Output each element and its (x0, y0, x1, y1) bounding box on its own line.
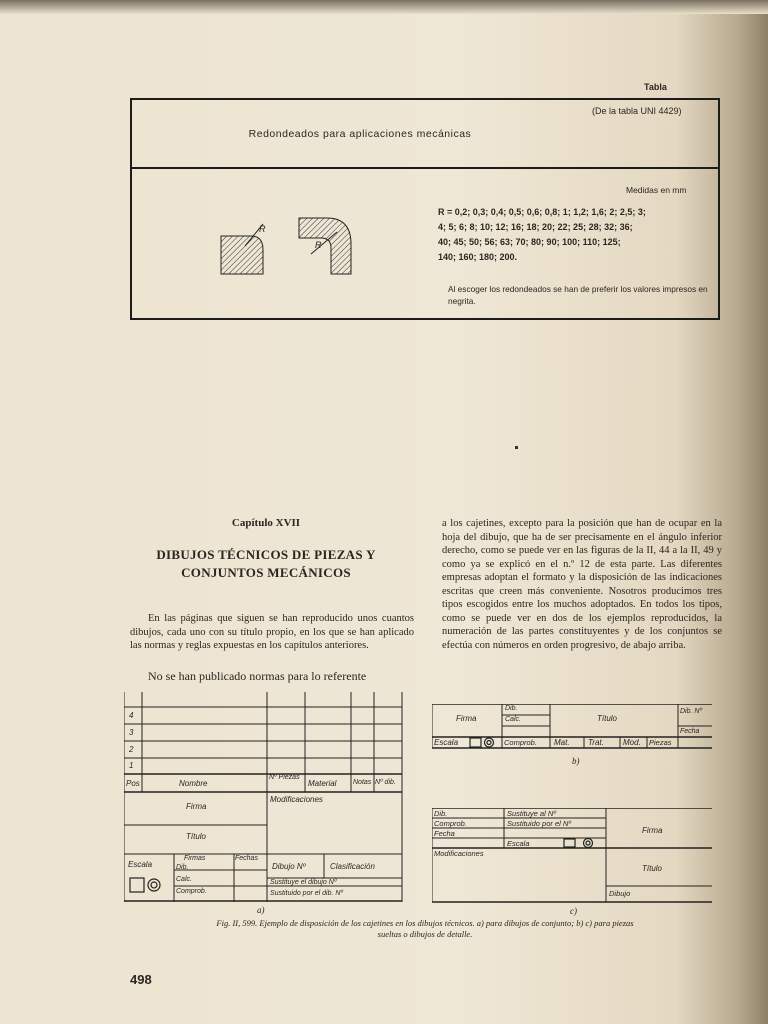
radius-values (438, 205, 718, 265)
concave-fillet-shape (221, 236, 263, 274)
chapter-title (130, 546, 402, 582)
fecha-label: Fecha (434, 829, 455, 838)
dibujo-n-label: Dibujo Nº (272, 862, 306, 871)
escala-label: Escala (128, 860, 153, 869)
table-source: (De la tabla UNI 4429) (592, 106, 682, 116)
table-note: Al escoger los redondeados se han de preferir los valores impresos en negrita. (448, 284, 708, 306)
radius-label: R (315, 240, 322, 250)
comprob-label: Comprob. (434, 819, 467, 828)
titulo-label: Título (642, 864, 663, 873)
sustituye-label: Sustituye al Nº (507, 809, 557, 818)
pos-label: Pos (126, 779, 140, 788)
piezas-label: Piezas (649, 738, 672, 747)
projection-circle-icon (584, 839, 593, 848)
modificaciones-label: Modificaciones (434, 849, 484, 858)
sustituye-label: Sustituye el dibujo Nº (270, 879, 337, 886)
intro-paragraph: En las páginas que siguen se han reproducido unos cuantos dibujos, cada uno con su título propio, en los que se han aplicado las normas y reglas expuestas en los capítulos anteriores. (130, 613, 414, 651)
radius-line: 4; 5; 6; 8; 10; 12; 16; 18; 20; 22; 25; 28; 32; 36; (438, 222, 633, 232)
material-label: Material (308, 779, 337, 788)
projection-square-icon (564, 839, 575, 847)
chapter-title-line: CONJUNTOS MECÁNICOS (181, 565, 351, 580)
mod-label: Mod. (623, 738, 641, 747)
notas-label: Notas (353, 779, 372, 786)
projection-circle-icon (485, 738, 494, 747)
block-b-letter: b) (572, 756, 580, 766)
ndib-label: Nº dib. (375, 779, 396, 786)
titulo-label: Título (186, 832, 207, 841)
block-c-letter: c) (570, 906, 577, 916)
dib-label: Dib. (434, 809, 448, 818)
row-number: 4 (129, 711, 134, 720)
calc-label: Calc. (176, 876, 192, 883)
dib-label: Dib. (505, 705, 518, 712)
row-number: 2 (129, 745, 134, 754)
caption-line: sueltas o dibujos de detalle. (377, 929, 473, 939)
escala-label: Escala (507, 839, 530, 848)
table-divider (132, 167, 718, 169)
speck (515, 446, 518, 449)
comprob-label: Comprob. (504, 738, 537, 747)
page-top-shadow (0, 0, 768, 14)
clasificacion-label: Clasificación (330, 862, 375, 871)
title-block-c (432, 808, 712, 904)
piezas-label: Nº Piezas (269, 774, 300, 781)
dibn-label: Dib. Nº (680, 708, 703, 715)
convex-fillet-shape (299, 218, 351, 274)
radius-line: 40; 45; 50; 56; 63; 70; 80; 90; 100; 110; 125; (438, 237, 621, 247)
firma-label: Firma (642, 826, 663, 835)
mat-label: Mat. (554, 738, 570, 747)
row-number: 3 (129, 728, 134, 737)
calc-label: Calc. (505, 716, 521, 723)
table-units: Medidas en mm (626, 185, 687, 195)
table-title: Redondeados para aplicaciones mecánicas (248, 128, 472, 140)
right-paragraph: a los cajetines, excepto para la posición que han de ocupar en la hoja del dibujo, que ha de ser precisamente en el ángulo inferior derecho, como se puede ver en las figuras de la II, 44 a la II, 49 y como ya se explicó en el n.º 12 de esta parte. Las diferentes empresas adoptan el formato y la disposición de las indicaciones escritas que creen más conveniente. Nosotros producimos tres tipos escogidos entre los muchos adoptados. En todos los tipos, como se puede ver en dos de los ejemplos reproducidos, la numeración de las partes constituyentes y de los conjuntos se efectúa con números en orden progresivo, de abajo arriba. (442, 518, 722, 651)
table-label: Tabla (644, 82, 667, 92)
fecha-label: Fecha (680, 728, 700, 735)
chapter-title-line: DIBUJOS TÉCNICOS DE PIEZAS Y (156, 547, 376, 562)
radius-label: R (259, 224, 266, 234)
dibujo-label: Dibujo (609, 889, 631, 898)
intro-paragraph-2: No se han publicado normas para lo referente (148, 669, 367, 683)
dib-label: Dib. (176, 864, 189, 871)
chapter-number: Capítulo XVII (231, 517, 301, 529)
title-block-b (432, 704, 712, 754)
comprob-label: Comprob. (176, 888, 207, 895)
sustituido-label: Sustituido por el dib. Nº (270, 890, 343, 897)
fillet-figures (215, 208, 375, 280)
sustituido-label: Sustituido por el Nº (507, 819, 572, 828)
firmas-label: Firmas (184, 855, 206, 862)
titulo-label: Título (597, 714, 618, 723)
title-block-a (124, 692, 404, 902)
firma-label: Firma (186, 802, 207, 811)
modificaciones-label: Modificaciones (270, 795, 323, 804)
nombre-label: Nombre (179, 779, 208, 788)
row-number: 1 (129, 761, 134, 770)
projection-square-icon (130, 878, 144, 892)
firma-label: Firma (456, 714, 477, 723)
figure-caption (120, 918, 730, 940)
radius-line: 140; 160; 180; 200. (438, 252, 518, 262)
projection-circle-icon (148, 879, 160, 891)
page-number: 498 (130, 972, 152, 987)
block-a-letter: a) (257, 905, 265, 915)
escala-label: Escala (434, 738, 459, 747)
projection-square-icon (470, 738, 481, 747)
trat-label: Trat. (588, 738, 604, 747)
fechas-label: Fechas (235, 855, 258, 862)
caption-line: Fig. II, 599. Ejemplo de disposición de los cajetines en los dibujos técnicos. a) para dibujos de conjunto; b) c) para piezas (216, 918, 634, 928)
radius-line: R = 0,2; 0,3; 0,4; 0,5; 0,6; 0,8; 1; 1,2; 1,6; 2; 2,5; 3; (438, 207, 646, 217)
